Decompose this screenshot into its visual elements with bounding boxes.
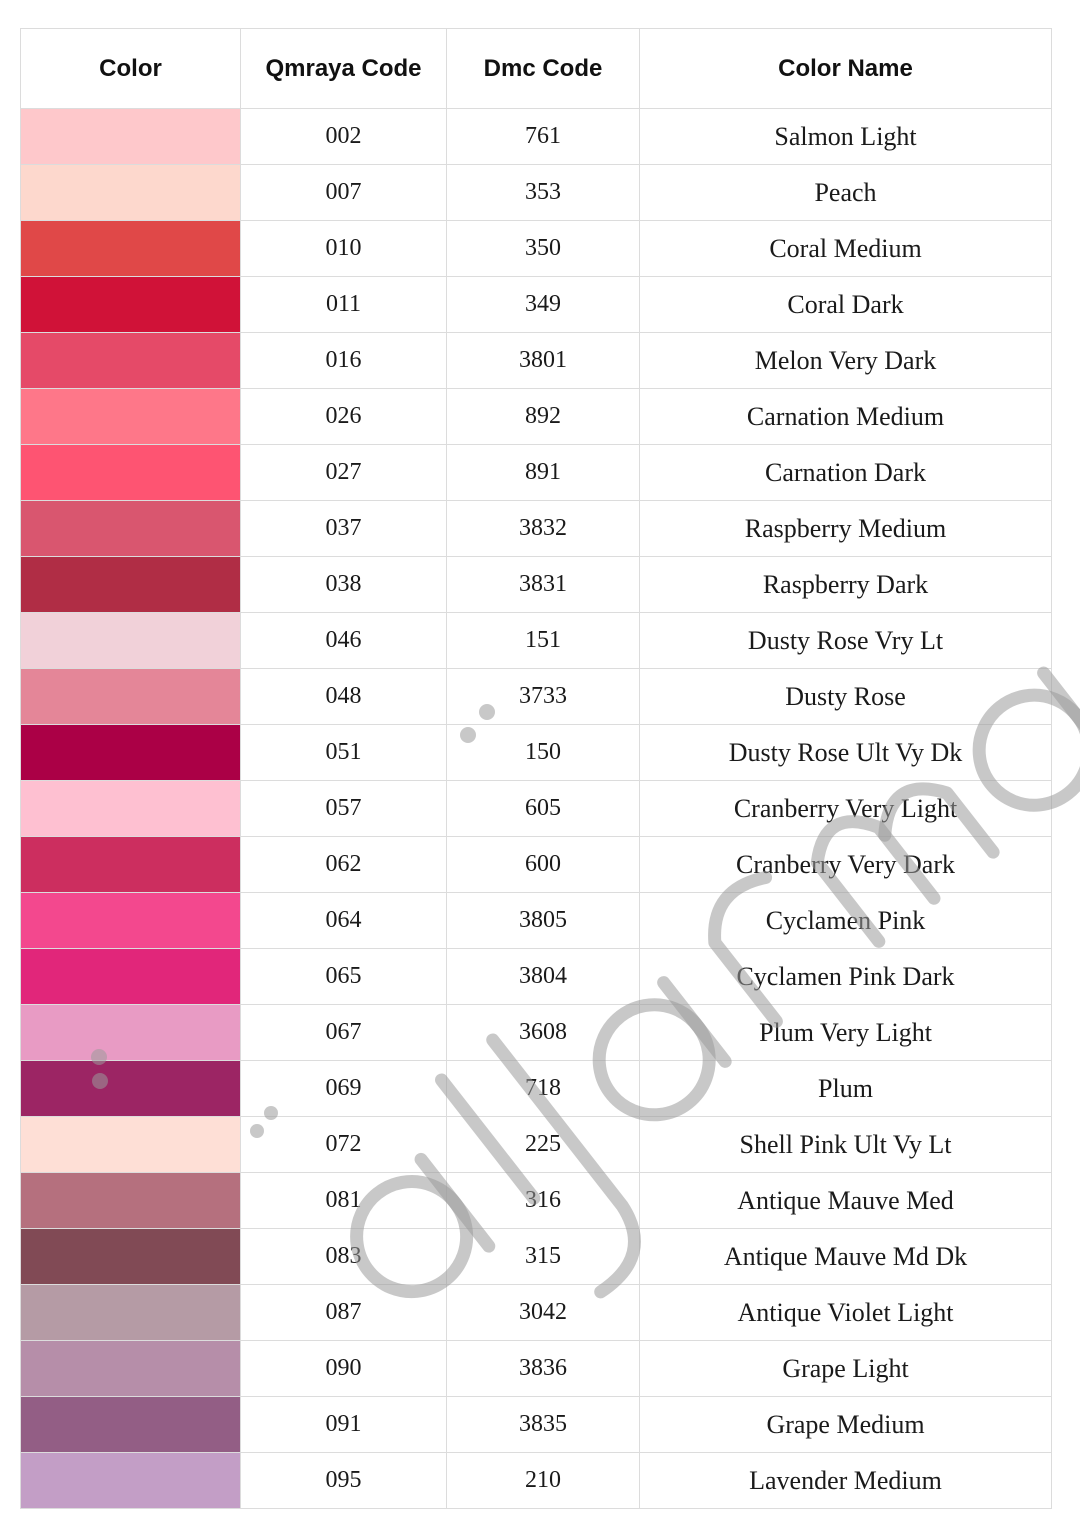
color-name-cell: Dusty Rose	[640, 669, 1052, 725]
dmc-code-cell: 3832	[447, 501, 640, 557]
table-row	[21, 1117, 1052, 1173]
color-name-cell: Cyclamen Pink Dark	[640, 949, 1052, 1005]
color-swatch	[21, 1397, 241, 1453]
table-row	[21, 725, 1052, 781]
qmraya-code-cell: 010	[241, 221, 447, 277]
table-row	[21, 1341, 1052, 1397]
color-name-cell: Lavender Medium	[640, 1453, 1052, 1509]
dmc-code-cell: 3831	[447, 557, 640, 613]
table-row	[21, 613, 1052, 669]
dmc-code-cell: 605	[447, 781, 640, 837]
dmc-code-cell: 225	[447, 1117, 640, 1173]
header-color-name: Color Name	[640, 29, 1052, 109]
color-swatch	[21, 109, 241, 165]
dmc-code-cell: 3835	[447, 1397, 640, 1453]
qmraya-code-cell: 037	[241, 501, 447, 557]
table-row	[21, 557, 1052, 613]
table-header-row	[21, 29, 1052, 109]
table-row	[21, 221, 1052, 277]
color-swatch	[21, 725, 241, 781]
table-body	[21, 109, 1052, 1509]
qmraya-code-cell: 064	[241, 893, 447, 949]
color-name-cell: Plum	[640, 1061, 1052, 1117]
color-swatch	[21, 781, 241, 837]
table-row	[21, 501, 1052, 557]
qmraya-code-cell: 067	[241, 1005, 447, 1061]
color-name-cell: Grape Medium	[640, 1397, 1052, 1453]
color-swatch	[21, 1285, 241, 1341]
qmraya-code-cell: 038	[241, 557, 447, 613]
color-swatch	[21, 221, 241, 277]
dmc-code-cell: 3801	[447, 333, 640, 389]
color-name-cell: Cyclamen Pink	[640, 893, 1052, 949]
table-row	[21, 1173, 1052, 1229]
color-name-cell: Raspberry Medium	[640, 501, 1052, 557]
dmc-code-cell: 150	[447, 725, 640, 781]
header-qmraya-code: Qmraya Code	[241, 29, 447, 109]
color-swatch	[21, 1117, 241, 1173]
dmc-code-cell: 315	[447, 1229, 640, 1285]
color-swatch	[21, 165, 241, 221]
dmc-code-cell: 892	[447, 389, 640, 445]
color-name-cell: Grape Light	[640, 1341, 1052, 1397]
color-swatch	[21, 1173, 241, 1229]
qmraya-code-cell: 026	[241, 389, 447, 445]
color-chart-sheet	[20, 28, 1052, 1509]
table-row	[21, 1229, 1052, 1285]
table-row	[21, 1285, 1052, 1341]
qmraya-code-cell: 011	[241, 277, 447, 333]
color-name-cell: Coral Medium	[640, 221, 1052, 277]
color-name-cell: Cranberry Very Dark	[640, 837, 1052, 893]
table-row	[21, 333, 1052, 389]
color-name-cell: Salmon Light	[640, 109, 1052, 165]
color-name-cell: Dusty Rose Ult Vy Dk	[640, 725, 1052, 781]
qmraya-code-cell: 046	[241, 613, 447, 669]
dmc-code-cell: 210	[447, 1453, 640, 1509]
qmraya-code-cell: 095	[241, 1453, 447, 1509]
dmc-code-cell: 3805	[447, 893, 640, 949]
color-swatch	[21, 1005, 241, 1061]
qmraya-code-cell: 087	[241, 1285, 447, 1341]
dmc-code-cell: 3804	[447, 949, 640, 1005]
color-name-cell: Antique Violet Light	[640, 1285, 1052, 1341]
table-row	[21, 1061, 1052, 1117]
color-name-cell: Carnation Medium	[640, 389, 1052, 445]
header-dmc-code: Dmc Code	[447, 29, 640, 109]
table-row	[21, 669, 1052, 725]
table-row	[21, 389, 1052, 445]
color-swatch	[21, 669, 241, 725]
dmc-code-cell: 761	[447, 109, 640, 165]
color-swatch	[21, 893, 241, 949]
qmraya-code-cell: 081	[241, 1173, 447, 1229]
color-swatch	[21, 445, 241, 501]
qmraya-code-cell: 065	[241, 949, 447, 1005]
qmraya-code-cell: 002	[241, 109, 447, 165]
color-name-cell: Raspberry Dark	[640, 557, 1052, 613]
dmc-code-cell: 718	[447, 1061, 640, 1117]
color-swatch	[21, 1061, 241, 1117]
qmraya-code-cell: 027	[241, 445, 447, 501]
color-name-cell: Dusty Rose Vry Lt	[640, 613, 1052, 669]
table-row	[21, 893, 1052, 949]
dmc-code-cell: 353	[447, 165, 640, 221]
dmc-code-cell: 350	[447, 221, 640, 277]
qmraya-code-cell: 090	[241, 1341, 447, 1397]
table-row	[21, 445, 1052, 501]
dmc-code-cell: 151	[447, 613, 640, 669]
dmc-code-cell: 316	[447, 1173, 640, 1229]
table-row	[21, 949, 1052, 1005]
color-swatch	[21, 837, 241, 893]
qmraya-code-cell: 051	[241, 725, 447, 781]
color-name-cell: Coral Dark	[640, 277, 1052, 333]
color-name-cell: Carnation Dark	[640, 445, 1052, 501]
dmc-code-cell: 3042	[447, 1285, 640, 1341]
dmc-code-cell: 3608	[447, 1005, 640, 1061]
color-name-cell: Peach	[640, 165, 1052, 221]
color-name-cell: Antique Mauve Md Dk	[640, 1229, 1052, 1285]
color-swatch	[21, 501, 241, 557]
color-name-cell: Plum Very Light	[640, 1005, 1052, 1061]
dmc-code-cell: 3733	[447, 669, 640, 725]
color-swatch	[21, 1229, 241, 1285]
color-swatch	[21, 557, 241, 613]
table-row	[21, 1397, 1052, 1453]
qmraya-code-cell: 091	[241, 1397, 447, 1453]
dmc-code-cell: 600	[447, 837, 640, 893]
dmc-code-cell: 891	[447, 445, 640, 501]
color-swatch	[21, 949, 241, 1005]
color-name-cell: Shell Pink Ult Vy Lt	[640, 1117, 1052, 1173]
color-name-cell: Melon Very Dark	[640, 333, 1052, 389]
color-name-cell: Cranberry Very Light	[640, 781, 1052, 837]
table-row	[21, 277, 1052, 333]
color-swatch	[21, 277, 241, 333]
table-row	[21, 1453, 1052, 1509]
color-swatch	[21, 1341, 241, 1397]
dmc-code-cell: 3836	[447, 1341, 640, 1397]
qmraya-code-cell: 057	[241, 781, 447, 837]
table-row	[21, 781, 1052, 837]
dmc-code-cell: 349	[447, 277, 640, 333]
color-chart-table	[20, 28, 1052, 1509]
table-row	[21, 1005, 1052, 1061]
color-swatch	[21, 389, 241, 445]
qmraya-code-cell: 069	[241, 1061, 447, 1117]
qmraya-code-cell: 062	[241, 837, 447, 893]
header-color: Color	[21, 29, 241, 109]
qmraya-code-cell: 007	[241, 165, 447, 221]
color-swatch	[21, 1453, 241, 1509]
qmraya-code-cell: 048	[241, 669, 447, 725]
color-name-cell: Antique Mauve Med	[640, 1173, 1052, 1229]
table-row	[21, 837, 1052, 893]
table-row	[21, 165, 1052, 221]
color-swatch	[21, 613, 241, 669]
color-swatch	[21, 333, 241, 389]
qmraya-code-cell: 083	[241, 1229, 447, 1285]
qmraya-code-cell: 016	[241, 333, 447, 389]
table-row	[21, 109, 1052, 165]
qmraya-code-cell: 072	[241, 1117, 447, 1173]
